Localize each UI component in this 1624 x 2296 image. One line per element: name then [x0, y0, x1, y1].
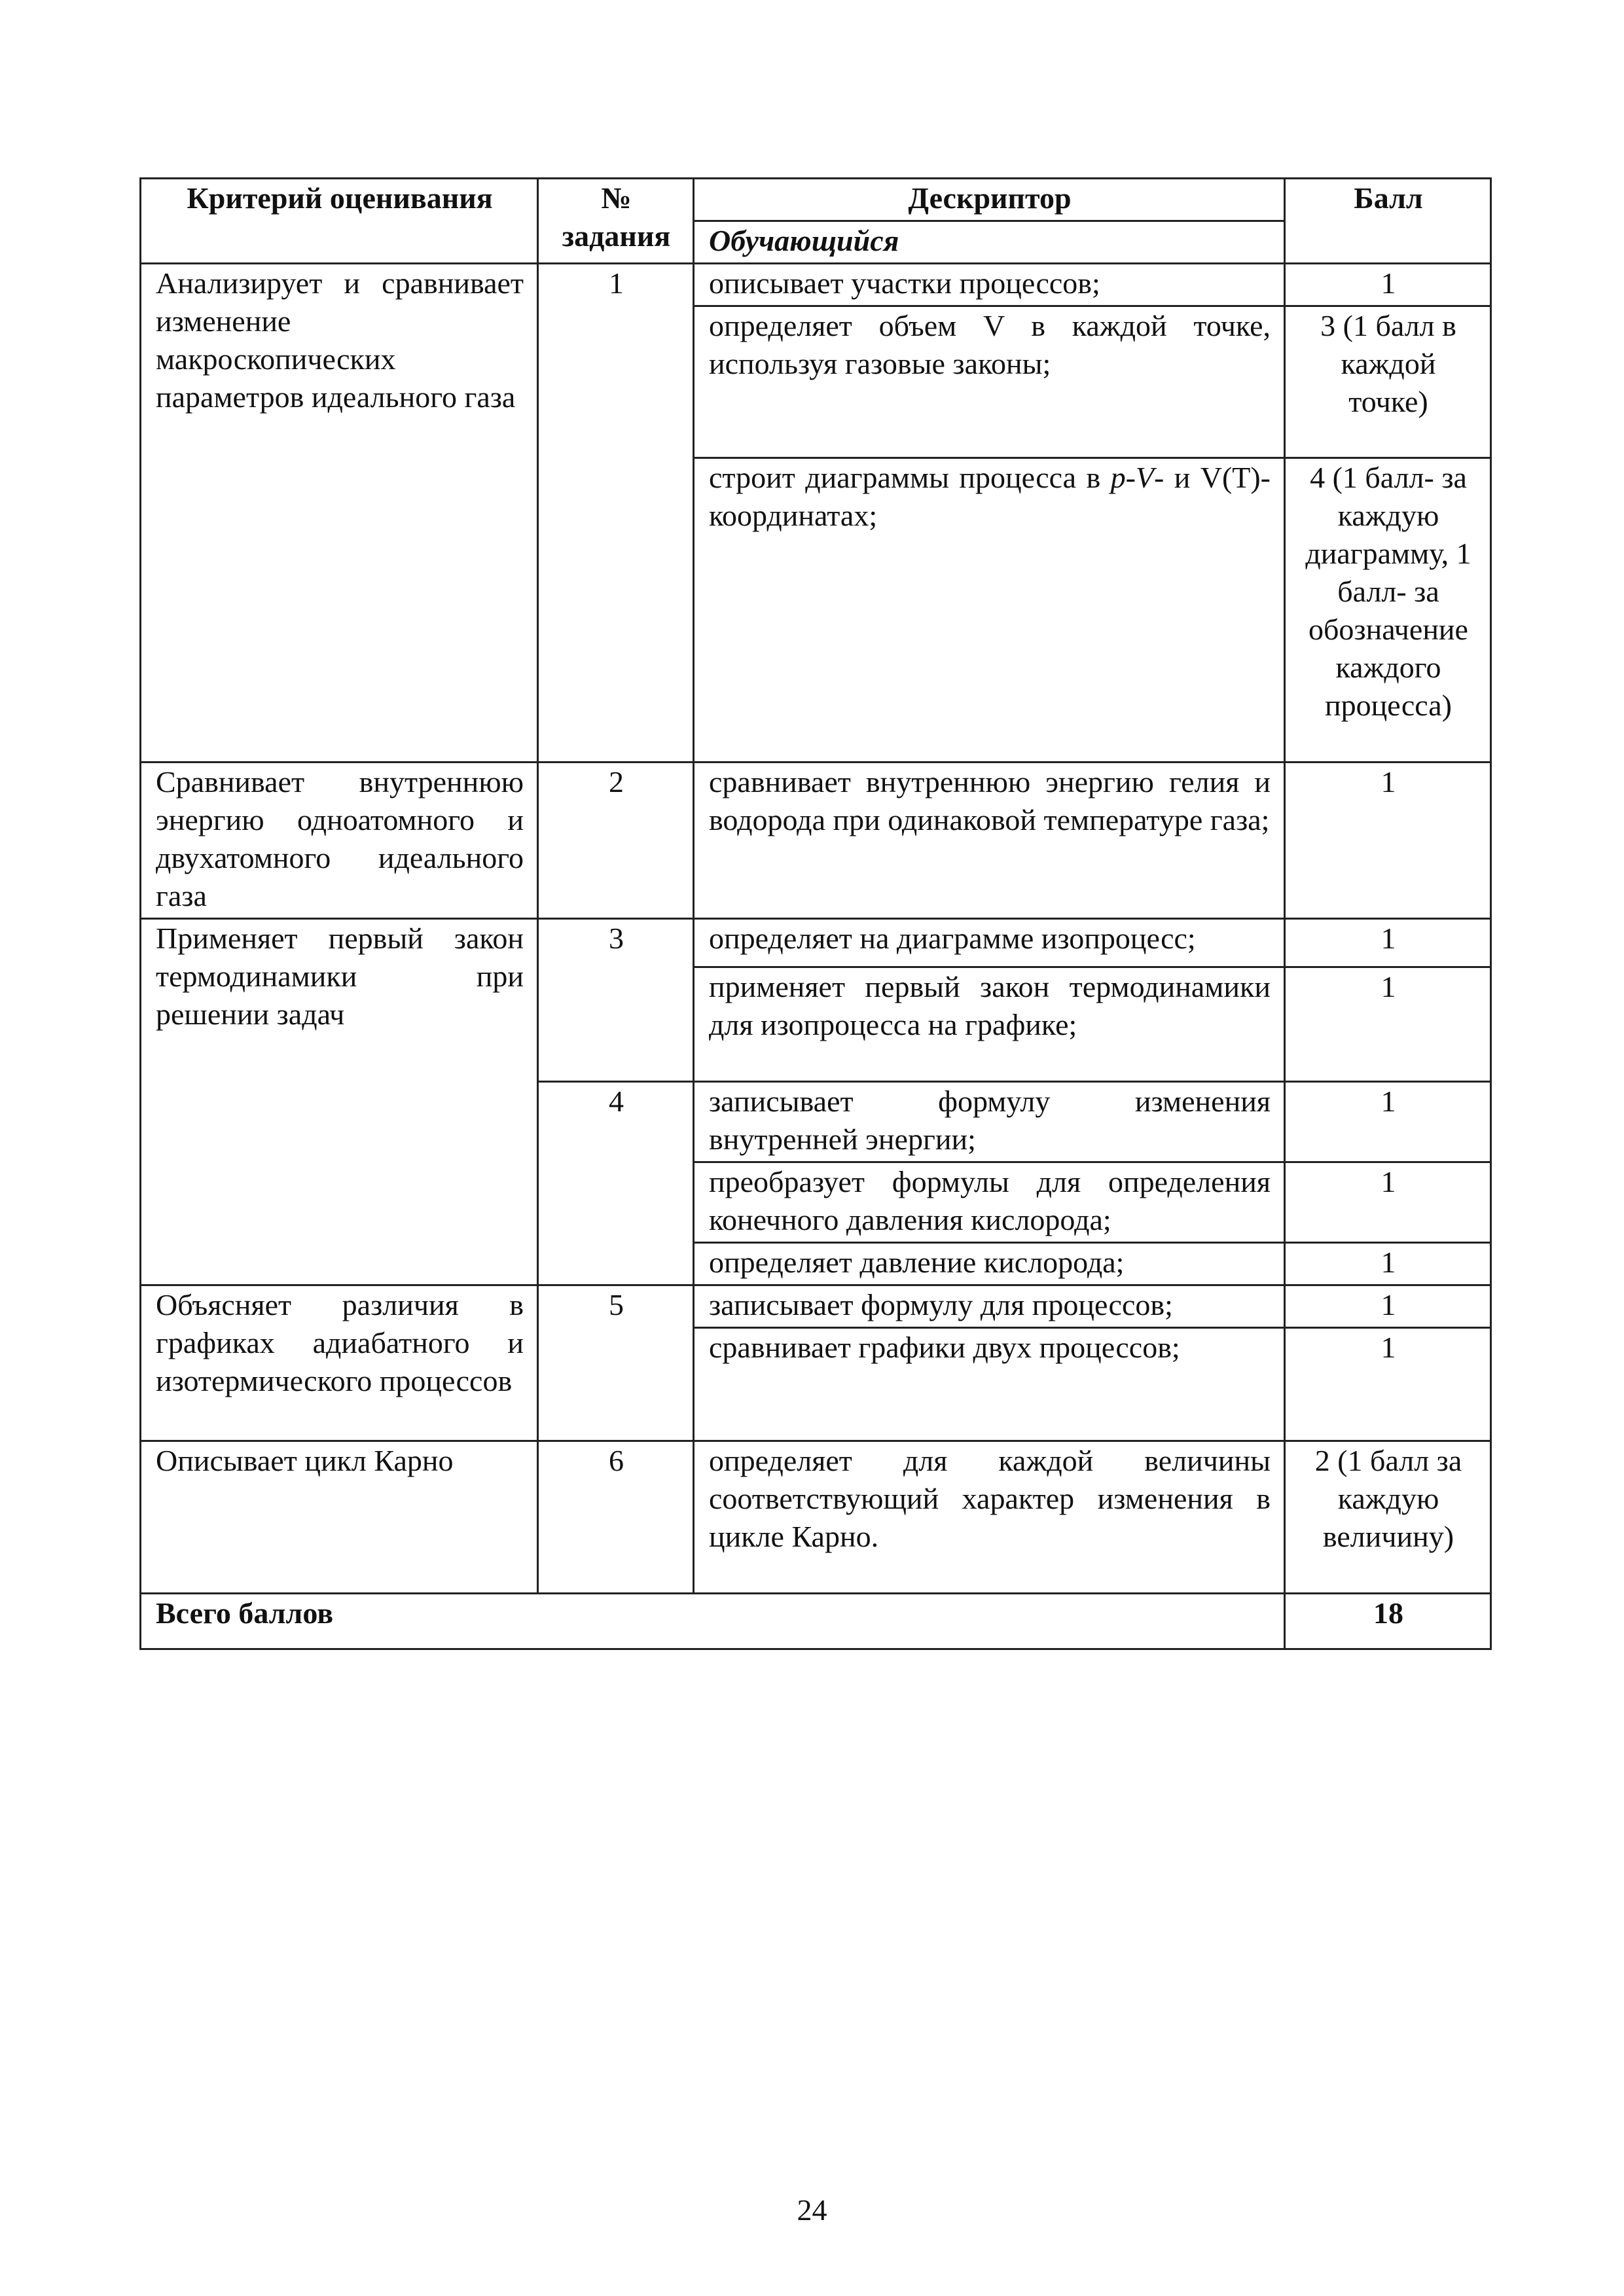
descriptor-cell: строит диаграммы процесса в p-V- и V(T)-координатах;	[694, 458, 1285, 762]
score-cell: 1	[1285, 1285, 1491, 1328]
header-task-number	[538, 179, 694, 264]
score-cell: 3 (1 балл в каждой точке)	[1285, 306, 1491, 458]
score-cell: 1	[1285, 762, 1491, 919]
score-cell: 1	[1285, 1328, 1491, 1441]
score-cell: 1	[1285, 967, 1491, 1082]
criterion-cell: Сравнивает внутреннюю энергию одноатомного и двухатомного идеального газа	[141, 762, 538, 919]
descriptor-text-suffix: - и V(T)-координатах;	[709, 461, 1271, 532]
pv-coordinates-label: p	[1110, 461, 1126, 494]
score-cell: 1	[1285, 1162, 1491, 1243]
criterion-cell: Анализирует и сравнивает изменение макроскопических параметров идеального газа	[141, 264, 538, 762]
table-row	[141, 1441, 1491, 1594]
task-number-cell: 5	[538, 1285, 694, 1441]
score-cell: 1	[1285, 1082, 1491, 1162]
score-cell: 4 (1 балл- за каждую диаграмму, 1 балл- за обозначение каждого процесса)	[1285, 458, 1491, 762]
header-score: Балл	[1285, 179, 1491, 264]
task-number-cell: 1	[538, 264, 694, 762]
descriptor-cell: записывает формулу для процессов;	[694, 1285, 1285, 1328]
descriptor-cell: определяет на диаграмме изопроцесс;	[694, 919, 1285, 967]
descriptor-cell: записывает формулу изменения внутренней энергии;	[694, 1082, 1285, 1162]
score-cell: 1	[1285, 1243, 1491, 1285]
table-row	[141, 919, 1491, 967]
criterion-cell: Объясняет различия в графиках адиабатного и изотермического процессов	[141, 1285, 538, 1441]
descriptor-cell: сравнивает графики двух процессов;	[694, 1328, 1285, 1441]
score-cell: 1	[1285, 264, 1491, 306]
task-number-cell: 6	[538, 1441, 694, 1594]
header-task-number-line1: №	[601, 181, 632, 215]
descriptor-cell: определяет давление кислорода;	[694, 1243, 1285, 1285]
descriptor-cell: описывает участки процессов;	[694, 264, 1285, 306]
descriptor-cell: сравнивает внутреннюю энергию гелия и водорода при одинаковой температуре газа;	[694, 762, 1285, 919]
total-score: 18	[1285, 1594, 1491, 1649]
descriptor-cell: преобразует формулы для определения конечного давления кислорода;	[694, 1162, 1285, 1243]
assessment-rubric-table	[139, 177, 1492, 1650]
total-row	[141, 1594, 1491, 1649]
table-row	[141, 1285, 1491, 1328]
header-learner: Обучающийся	[694, 221, 1285, 264]
task-number-cell: 3	[538, 919, 694, 1082]
header-criterion: Критерий оценивания	[141, 179, 538, 264]
header-descriptor: Дескриптор	[694, 179, 1285, 221]
score-cell: 1	[1285, 919, 1491, 967]
descriptor-cell: применяет первый закон термодинамики для изопроцесса на графике;	[694, 967, 1285, 1082]
table-row	[141, 264, 1491, 306]
criterion-cell: Описывает цикл Карно	[141, 1441, 538, 1594]
descriptor-cell: определяет объем V в каждой точке, используя газовые законы;	[694, 306, 1285, 458]
descriptor-cell: определяет для каждой величины соответствующий характер изменения в цикле Карно.	[694, 1441, 1285, 1594]
score-cell: 2 (1 балл за каждую величину)	[1285, 1441, 1491, 1594]
descriptor-text-prefix: строит диаграммы процесса в	[709, 461, 1111, 494]
table-row	[141, 762, 1491, 919]
criterion-cell: Применяет первый закон термодинамики при решении задач	[141, 919, 538, 1285]
page-number: 24	[797, 2193, 827, 2227]
pv-coordinates-label-v: V	[1135, 461, 1154, 494]
task-number-cell: 2	[538, 762, 694, 919]
header-row	[141, 179, 1491, 221]
header-task-number-line2: задания	[562, 219, 671, 253]
total-label: Всего баллов	[141, 1594, 1285, 1649]
task-number-cell: 4	[538, 1082, 694, 1285]
